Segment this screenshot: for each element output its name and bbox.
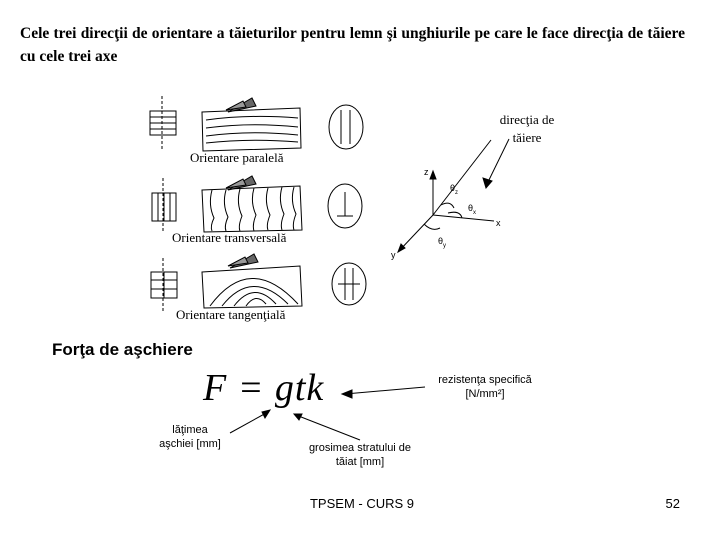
theta-x-subscript: x [473,209,477,216]
theta-y-subscript: y [443,242,447,249]
tangential-orientation-label: Orientare tangenţială [176,307,286,322]
specific-resistance-line2: [N/mm²] [465,388,505,400]
cutting-force-formula: F = gtk [203,367,325,409]
theta-z-symbol: θ [450,183,456,193]
chip-width-line2: aşchiei [mm] [159,438,221,450]
theta-x-symbol: θ [468,203,474,213]
theta-z-subscript: z [455,189,459,196]
transverse-orientation-figure [152,178,362,232]
layer-thickness-line2: tăiat [mm] [335,456,385,468]
slide-title: Cele trei direcţii de orientare a tăieturilor pentru lemn şi unghiurile pe care le face direcţia de tăiere cu cele trei axe [20,25,685,65]
parallel-orientation-figure [150,96,363,151]
cutting-force-heading: Forţa de aşchiere [52,340,193,359]
layer-thickness-line1: grosimea stratului de [308,442,412,454]
axis-y-label: y [391,250,396,260]
axis-z-label: z [424,167,429,177]
theta-y-symbol: θ [438,236,444,246]
page-number: 52 [665,496,680,511]
specific-resistance-note [415,373,555,401]
axis-x-label: x [496,218,501,228]
layer-thickness-note [290,441,430,469]
cutting-direction-label-line1: direcţia de [499,112,555,127]
cutting-direction-label [480,111,574,147]
parallel-orientation-label: Orientare paralelă [190,150,284,165]
theta-x-label [468,203,476,216]
tangential-orientation-figure [151,258,366,312]
cutting-direction-label-line2: tăiere [512,130,542,145]
theta-z-label [450,183,458,196]
slide-footer: TPSEM - CURS 9 [309,496,414,511]
transverse-orientation-label: Orientare transversală [172,230,287,245]
theta-y-label [438,236,446,249]
chip-width-line1: lăţimea [172,424,208,436]
tangential-cutting-tool [228,254,258,268]
specific-resistance-line1: rezistenţa specifică [438,374,532,386]
chip-width-note [140,423,240,451]
